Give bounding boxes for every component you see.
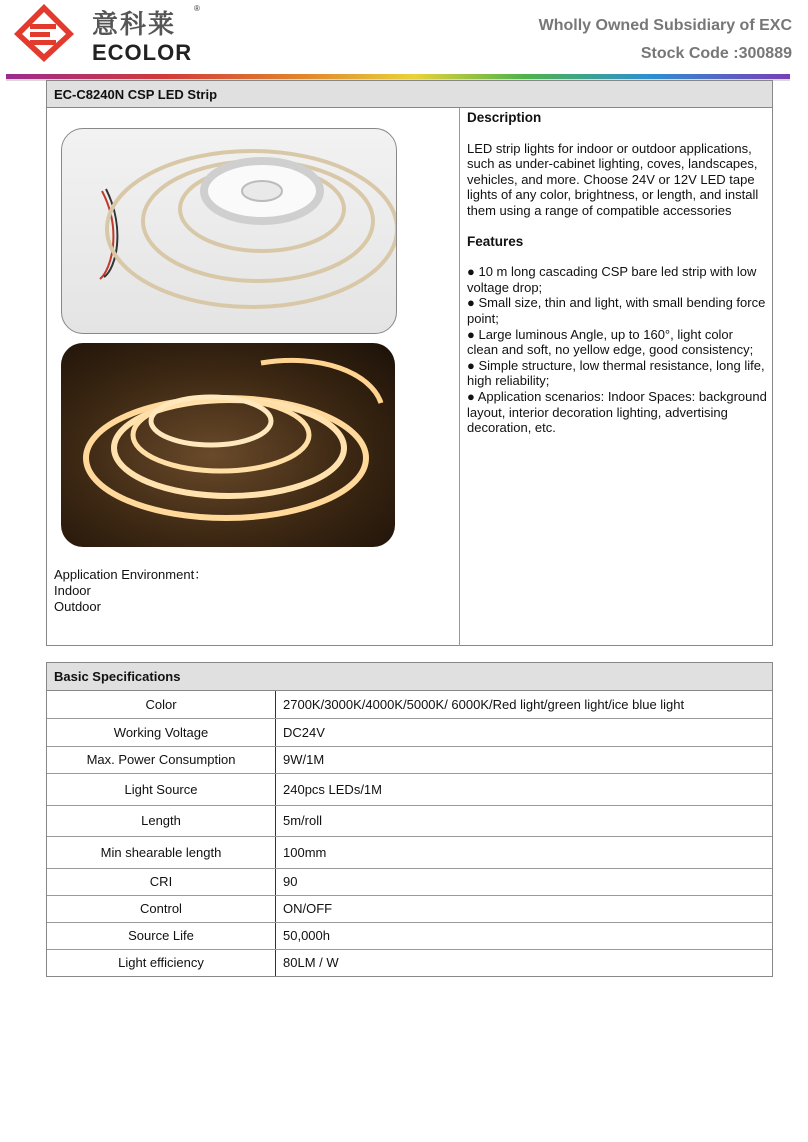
spec-value: 9W/1M — [276, 746, 773, 773]
spec-value: 5m/roll — [276, 805, 773, 836]
app-env-label: Application Environment： — [54, 567, 208, 582]
feature-item: ● Large luminous Angle, up to 160°, light color clean and soft, no yellow edge, good consistency; — [467, 326, 754, 358]
spec-value: 240pcs LEDs/1M — [276, 773, 773, 805]
table-row — [47, 691, 772, 718]
spec-value: 80LM / W — [283, 955, 339, 971]
registered-mark: ® — [194, 4, 200, 13]
spec-value: 90 — [276, 868, 773, 895]
table-row — [47, 895, 772, 922]
table-row — [47, 836, 772, 868]
spec-label: Color — [47, 691, 276, 718]
spec-label: Light efficiency — [47, 949, 276, 976]
features-list — [467, 264, 767, 436]
product-title: EC-C8240N CSP LED Strip — [47, 81, 772, 108]
led-reel-photo — [61, 128, 397, 334]
spec-value: 50,000h — [276, 922, 773, 949]
feature-item: ● Application scenarios: Indoor Spaces: background layout, interior decoration lighting, advertising decoration, etc. — [467, 388, 767, 436]
table-row — [47, 949, 772, 976]
table-row — [47, 773, 772, 805]
brand-en: ECOLOR — [92, 40, 193, 65]
basic-specifications — [46, 662, 773, 977]
table-row — [47, 805, 772, 836]
spec-value: ON/OFF — [276, 895, 773, 922]
table-row — [47, 746, 772, 773]
spec-label: Length — [47, 805, 276, 836]
page-header — [0, 0, 808, 80]
spec-value: 100mm — [276, 836, 773, 868]
spec-value: 2700K/3000K/4000K/5000K/ 6000K/Red light/green light/ice blue light — [276, 691, 773, 718]
logo-mark-icon — [12, 2, 76, 64]
spec-label: Min shearable length — [47, 836, 276, 868]
features-heading: Features — [467, 233, 524, 249]
description-heading: Description — [467, 110, 542, 125]
table-row — [47, 922, 772, 949]
feature-item: ● Small size, thin and light, with small bending force point; — [467, 295, 766, 326]
tagline-subsidiary: Wholly Owned Subsidiary of EXC — [538, 17, 792, 34]
tagline — [539, 12, 792, 68]
led-lit-photo — [61, 343, 395, 547]
table-row — [47, 868, 772, 895]
application-environment — [54, 567, 207, 615]
app-env-outdoor: Outdoor — [54, 599, 101, 614]
description-text: LED strip lights for indoor or outdoor applications, such as under-cabinet lighting, coves, landscapes, vehicles, and more. Choose 24V or 12V LED tape lights of any color, brightness, or length, and install them using a range of compatible accessories — [467, 140, 759, 218]
spec-label: Working Voltage — [47, 718, 276, 746]
ecolor-logo — [12, 2, 202, 64]
spec-value: DC24V — [276, 718, 773, 746]
specs-table — [47, 691, 772, 976]
product-section — [46, 80, 773, 646]
feature-item: ● Simple structure, low thermal resistance, long life, high reliability; — [467, 357, 765, 389]
spec-label: Control — [47, 895, 276, 922]
feature-item: ● 10 m long cascading CSP bare led strip with low voltage drop; — [467, 264, 757, 295]
spec-label: Source Life — [47, 922, 276, 949]
specs-title: Basic Specifications — [47, 663, 772, 691]
column-divider — [459, 108, 460, 646]
table-row — [47, 718, 772, 746]
spec-label: Light Source — [47, 773, 276, 805]
description-column — [467, 110, 767, 436]
spec-label: Max. Power Consumption — [47, 746, 276, 773]
spec-label: CRI — [47, 868, 276, 895]
tagline-stock-code: Stock Code :300889 — [640, 45, 792, 62]
app-env-indoor: Indoor — [54, 583, 91, 598]
brand-cn: 意科莱 — [92, 10, 177, 40]
